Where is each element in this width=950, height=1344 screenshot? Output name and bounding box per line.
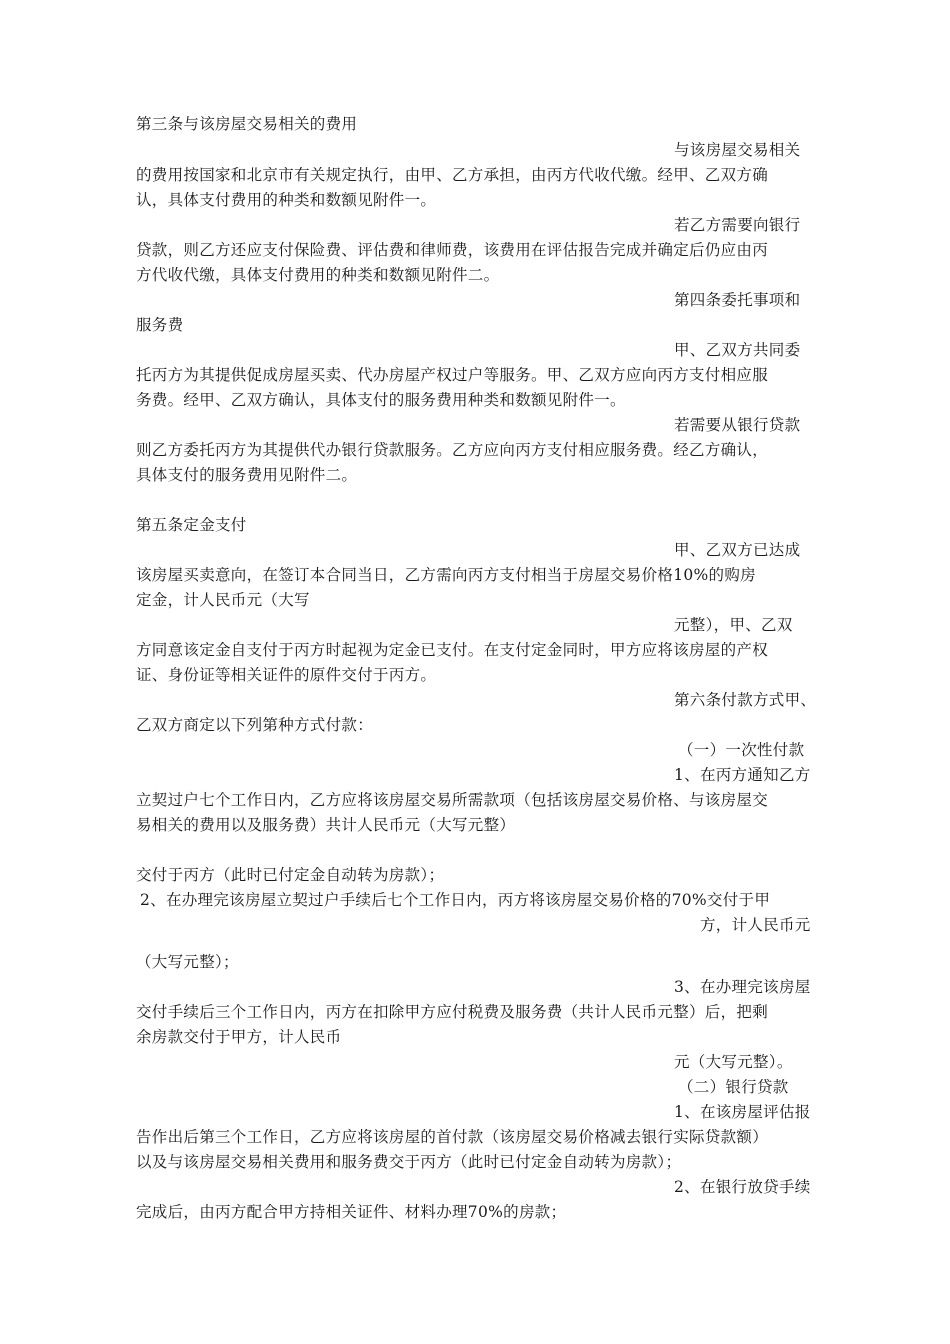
paragraph-line: 与该房屋交易相关	[674, 141, 801, 159]
paragraph-line: 完成后，由丙方配合甲方持相关证件、材料办理70%的房款；	[136, 1203, 567, 1221]
paragraph-line: 2、在办理完该房屋立契过户手续后七个工作日内，丙方将该房屋交易价格的70%交付于甲	[140, 891, 771, 909]
paragraph-line: 以及与该房屋交易相关费用和服务费交于丙方（此时已付定金自动转为房款）；	[136, 1153, 682, 1171]
paragraph-line: 方代收代缴，具体支付费用的种类和数额见附件二。	[136, 266, 500, 284]
article-6-heading: 第六条付款方式甲、	[674, 691, 817, 709]
paragraph-line: 易相关的费用以及服务费）共计人民币元（大写元整）	[136, 816, 516, 834]
paragraph-line: 告作出后第三个工作日，乙方应将该房屋的首付款（该房屋交易价格减去银行实际贷款额）	[136, 1128, 769, 1146]
article-4-heading-cont: 服务费	[136, 316, 184, 334]
article-4-heading: 第四条委托事项和	[674, 291, 801, 309]
paragraph-line: 若乙方需要向银行	[674, 216, 801, 234]
paragraph-line: 证、身份证等相关证件的原件交付于丙方。	[136, 666, 437, 684]
paragraph-line: 的费用按国家和北京市有关规定执行，由甲、乙方承担，由丙方代收代缴。经甲、乙双方确	[136, 166, 769, 184]
paragraph-line: 乙双方商定以下列第种方式付款：	[136, 716, 374, 734]
paragraph-line: 具体支付的服务费用见附件二。	[136, 466, 358, 484]
paragraph-line: 贷款，则乙方还应支付保险费、评估费和律师费，该费用在评估报告完成并确定后仍应由丙	[136, 241, 769, 259]
paragraph-line: 则乙方委托丙方为其提供代办银行贷款服务。乙方应向丙方支付相应服务费。经乙方确认，	[136, 441, 769, 459]
paragraph-line: 元整），甲、乙双	[674, 616, 793, 634]
article-5-heading: 第五条定金支付	[136, 516, 247, 534]
paragraph-line: 交付手续后三个工作日内，丙方在扣除甲方应付税费及服务费（共计人民币元整）后，把剩	[136, 1003, 769, 1021]
paragraph-line: 甲、乙双方共同委	[674, 341, 801, 359]
paragraph-line: 该房屋买卖意向，在签订本合同当日，乙方需向丙方支付相当于房屋交易价格10%的购房	[136, 566, 756, 584]
paragraph-line: 元（大写元整）。	[674, 1053, 793, 1071]
paragraph-line: （大写元整）；	[136, 953, 239, 971]
paragraph-line: 定金，计人民币元（大写	[136, 591, 310, 609]
paragraph-line: 交付于丙方（此时已付定金自动转为房款）；	[136, 866, 445, 884]
paragraph-line: 方，计人民币元	[700, 916, 811, 934]
paragraph-line: 立契过户七个工作日内，乙方应将该房屋交易所需款项（包括该房屋交易价格、与该房屋交	[136, 791, 769, 809]
paragraph-line: 1、在该房屋评估报	[674, 1103, 811, 1121]
article-3-heading: 第三条与该房屋交易相关的费用	[136, 115, 358, 133]
paragraph-line: 甲、乙双方已达成	[674, 541, 801, 559]
paragraph-line: 认，具体支付费用的种类和数额见附件一。	[136, 191, 437, 209]
paragraph-line: 若需要从银行贷款	[674, 416, 801, 434]
paragraph-line: 1、在丙方通知乙方	[674, 766, 811, 784]
paragraph-line: 务费。经甲、乙双方确认，具体支付的服务费用种类和数额见附件一。	[136, 391, 626, 409]
subsection-heading-lump-sum: （一）一次性付款	[678, 741, 805, 759]
paragraph-line: 托丙方为其提供促成房屋买卖、代办房屋产权过户等服务。甲、乙双方应向丙方支付相应服	[136, 366, 769, 384]
paragraph-line: 方同意该定金自支付于丙方时起视为定金已支付。在支付定金同时，甲方应将该房屋的产权	[136, 641, 769, 659]
paragraph-line: 2、在银行放贷手续	[674, 1178, 811, 1196]
subsection-heading-bank-loan: （二）银行贷款	[678, 1078, 789, 1096]
paragraph-line: 余房款交付于甲方，计人民币	[136, 1028, 342, 1046]
paragraph-line: 3、在办理完该房屋	[674, 978, 811, 996]
